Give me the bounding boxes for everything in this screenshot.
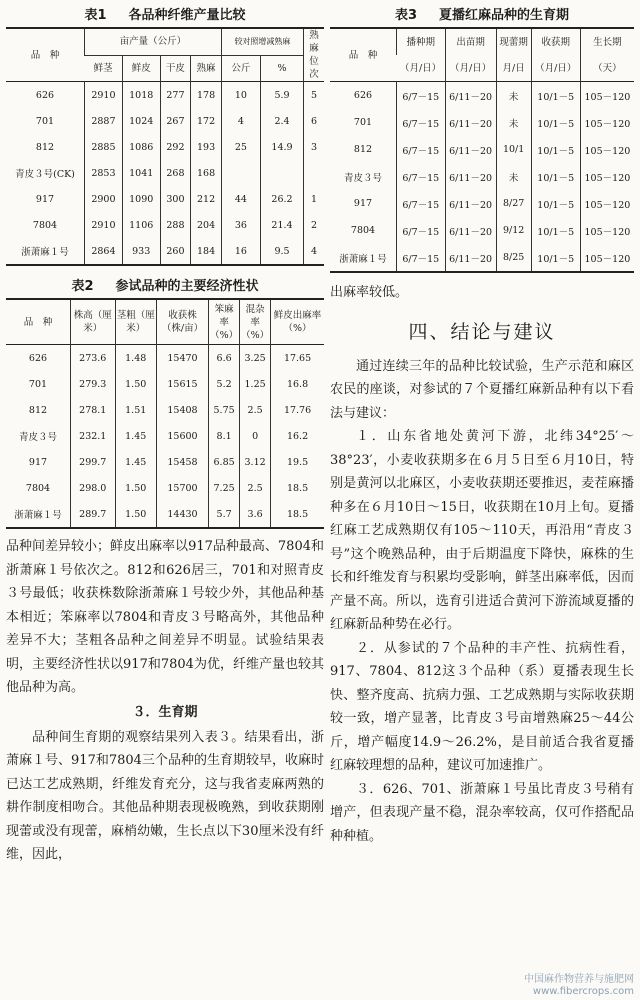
left-paragraph-2: 品种间生育期的观察结果列入表３。结果看出，浙萧麻１号、917和7804三个品种的生育期较早，收麻时已达工艺成熟期，纤维发育充分，这与我省麦麻两熟的耕作制度相吻合。其他品种期表现极晚熟，到收获期刚现蕾或没有现蕾，麻梢幼嫩，生长点以下30厘米没有纤维，因此， <box>6 729 324 862</box>
cell-rank: 5 <box>304 82 325 109</box>
cell-emerge: 6/11－20 <box>445 217 496 244</box>
table3-number: 表3 <box>394 8 418 23</box>
cell-height: 278.1 <box>71 397 116 423</box>
right-paragraph-intro: 通过连续三年的品种比较试验，生产示范和麻区农民的座谈，对参试的７个夏播红麻新品种有以下看法与建议： <box>330 358 634 421</box>
cell-ripe: 184 <box>191 238 222 265</box>
cell-emerge: 6/11－20 <box>445 244 496 272</box>
cell-kg: 10 <box>221 82 260 109</box>
cell-fresh: 1090 <box>122 186 160 212</box>
cell-bud: 8/27 <box>496 190 531 217</box>
cell-stem: 2853 <box>85 160 123 186</box>
cell-rank: 2 <box>304 212 325 238</box>
t3-unit-growth: （天） <box>580 55 634 81</box>
table1-title: 各品种纤维产量比较 <box>128 8 246 23</box>
table3-caption <box>330 5 634 27</box>
cell-stem: 2910 <box>85 212 123 238</box>
cell-variety: 812 <box>35 141 55 153</box>
cell-harvest: 10/1－5 <box>531 163 580 190</box>
cell-sow: 6/7－15 <box>397 136 446 163</box>
cell-variety: 浙萧麻１号 <box>14 510 62 521</box>
t2-header-variety: 品 种 <box>23 316 53 328</box>
cell-pct: 14.9 <box>261 134 304 160</box>
cell-bud: 9/12 <box>496 217 531 244</box>
t2-header-plants: 收获株（株/亩） <box>156 299 208 345</box>
table-row <box>330 190 634 217</box>
cell-rank <box>304 160 325 186</box>
cell-stem: 1.50 <box>115 475 156 501</box>
cell-plants: 15470 <box>156 345 208 372</box>
cell-height: 298.0 <box>71 475 116 501</box>
table-row <box>6 82 324 109</box>
table1-caption <box>6 5 324 27</box>
cell-pct: 5.9 <box>261 82 304 109</box>
cell-growth: 105－120 <box>580 190 634 217</box>
cell-variety: 917 <box>353 198 373 209</box>
cell-emerge: 6/11－20 <box>445 109 496 136</box>
cell-dry: 260 <box>160 238 191 265</box>
cell-harvest: 10/1－5 <box>531 109 580 136</box>
cell-pct: 9.5 <box>261 238 304 265</box>
cell-variety: 701 <box>353 117 373 128</box>
cell-dry: 300 <box>160 186 191 212</box>
t3-header-bud: 现蕾期 <box>496 28 531 55</box>
cell-ripe: 204 <box>191 212 222 238</box>
right-paragraph-1: １．山东省地处黄河下游，北纬34°25′～38°23′，小麦收获期多在６月５日至６月10日，特别是黄河以北麻区，小麦收获期还要推迟，麦茬麻播种多在６月10日～15日，收获期在10月上旬。夏播红麻工艺成熟期仅有105～110天，再沿用“青皮３号”这个晚熟品种，由于后期温度下降快，麻株的生长和纤维发育与积累均受影响，鲜茎出麻率低，因而产量不高。所以，选育引进适合黄河下游流域夏播的红麻新品种势在必行。 <box>330 429 634 632</box>
table-row <box>6 212 324 238</box>
cell-rank: 1 <box>304 186 325 212</box>
t1-header-kg: 公斤 <box>221 55 260 81</box>
cell-plants: 15615 <box>156 371 208 397</box>
table-row <box>6 371 324 397</box>
table-row <box>6 134 324 160</box>
table-row <box>6 160 324 186</box>
cell-variety: 青皮３号 <box>18 432 57 443</box>
table-row <box>6 397 324 423</box>
t2-header-fresh-rate: 鲜皮出麻率（%） <box>271 299 324 345</box>
cell-stem: 2887 <box>85 108 123 134</box>
cell-rank: 4 <box>304 238 325 265</box>
cell-harvest: 10/1－5 <box>531 190 580 217</box>
cell-growth: 105－120 <box>580 82 634 110</box>
cell-height: 273.6 <box>71 345 116 372</box>
cell-kg: 4 <box>221 108 260 134</box>
cell-sow: 6/7－15 <box>397 244 446 272</box>
cell-rank: 6 <box>304 108 325 134</box>
cell-kg: 44 <box>221 186 260 212</box>
cell-variety: 7804 <box>350 225 376 236</box>
cell-kg <box>221 160 260 186</box>
t1-header-dry-bark: 干皮 <box>160 55 191 81</box>
cell-growth: 105－120 <box>580 136 634 163</box>
table1 <box>6 27 324 266</box>
right-paragraph-2: ２．从参试的７个品种的丰产性、抗病性看，917、7804、812这３个品种（系）夏播表现生长快、整齐度高、抗病力强、工艺成熟期与实际收获期较一致，增产显著，比青皮３号亩增熟麻25～44公斤，增产幅度14.9～26.2%，是目前适合我省夏播红麻较理想的品种，建议可加速推广。 <box>330 640 634 773</box>
cell-bud: 未 <box>496 109 531 136</box>
cell-variety: 701 <box>28 378 48 390</box>
cell-variety: 701 <box>35 115 55 127</box>
cell-height: 279.3 <box>71 371 116 397</box>
left-paragraph-1: 品种间差异较小；鲜皮出麻率以917品种最高、7804和浙萧麻１号依次之。812和626居三，701和对照青皮３号最低；收获株数除浙萧麻１号较少外，其他品种基本相近；笨麻率以7804和青皮３号略高外，其他品种差异不大；茎粗各品种之间差异不明显。试验结果表明，主要经济性状以917和7804为优，纤维产量也较其他品种为高。 <box>6 539 324 695</box>
cell-sow: 6/7－15 <box>397 190 446 217</box>
table3 <box>330 27 634 273</box>
cell-growth: 105－120 <box>580 244 634 272</box>
t3-unit-emerge: （月/日） <box>445 55 496 81</box>
cell-stem: 1.50 <box>115 501 156 528</box>
cell-emerge: 6/11－20 <box>445 163 496 190</box>
cell-variety: 812 <box>28 404 48 416</box>
cell-ripe: 178 <box>191 82 222 109</box>
cell-stem: 1.45 <box>115 449 156 475</box>
cell-dry: 288 <box>160 212 191 238</box>
cell-short: 8.1 <box>209 423 240 449</box>
t1-header-variety: 品 种 <box>30 49 60 61</box>
cell-dry: 268 <box>160 160 191 186</box>
cell-fresh-rate: 16.2 <box>271 423 324 449</box>
t1-header-rank: 熟麻位次 <box>304 28 325 82</box>
cell-mixed: 3.25 <box>240 345 271 372</box>
t3-header-emerge: 出苗期 <box>445 28 496 55</box>
cell-fresh-rate: 18.5 <box>271 475 324 501</box>
cell-ripe: 212 <box>191 186 222 212</box>
cell-variety: 917 <box>28 456 48 468</box>
table-row <box>330 244 634 272</box>
cell-bud: 8/25 <box>496 244 531 272</box>
cell-variety: 917 <box>35 193 55 205</box>
cell-mixed: 1.25 <box>240 371 271 397</box>
cell-plants: 15600 <box>156 423 208 449</box>
cell-variety: 7804 <box>32 219 58 231</box>
cell-sow: 6/7－15 <box>397 163 446 190</box>
table2-number: 表2 <box>71 279 94 294</box>
table-row <box>330 136 634 163</box>
cell-stem: 1.48 <box>115 345 156 372</box>
cell-fresh: 1018 <box>122 82 160 109</box>
cell-mixed: 2.5 <box>240 475 271 501</box>
table-row <box>330 217 634 244</box>
t2-header-short: 笨麻率（%） <box>209 299 240 345</box>
cell-plants: 15408 <box>156 397 208 423</box>
cell-mixed: 3.12 <box>240 449 271 475</box>
t1-header-ripe-hemp: 熟麻 <box>191 55 222 81</box>
cell-bud: 未 <box>496 163 531 190</box>
cell-plants: 15458 <box>156 449 208 475</box>
cell-stem: 2910 <box>85 82 123 109</box>
table-row <box>6 108 324 134</box>
cell-short: 5.75 <box>209 397 240 423</box>
cell-mixed: 0 <box>240 423 271 449</box>
cell-mixed: 2.5 <box>240 397 271 423</box>
table-row <box>6 501 324 528</box>
table-row <box>6 345 324 372</box>
table1-number: 表1 <box>84 8 107 23</box>
cell-fresh: 1086 <box>122 134 160 160</box>
cell-ripe: 193 <box>191 134 222 160</box>
t3-header-growth: 生长期 <box>580 28 634 55</box>
cell-short: 5.2 <box>209 371 240 397</box>
cell-emerge: 6/11－20 <box>445 136 496 163</box>
t1-header-yield: 亩产量（公斤） <box>85 28 222 55</box>
watermark-url: www.fibercrops.com <box>532 986 634 997</box>
cell-kg: 16 <box>221 238 260 265</box>
cell-variety: 浙萧麻１号 <box>21 247 69 258</box>
cell-sow: 6/7－15 <box>397 82 446 110</box>
cell-fresh-rate: 16.8 <box>271 371 324 397</box>
cell-growth: 105－120 <box>580 217 634 244</box>
cell-sow: 6/7－15 <box>397 109 446 136</box>
table-row <box>330 82 634 110</box>
cell-variety: 浙萧麻１号 <box>339 253 387 265</box>
t3-header-harvest: 收获期 <box>531 28 580 55</box>
t2-header-height: 株高（厘米） <box>71 299 116 345</box>
cell-plants: 15700 <box>156 475 208 501</box>
cell-fresh: 933 <box>122 238 160 265</box>
table-row <box>6 186 324 212</box>
cell-stem: 2864 <box>85 238 123 265</box>
cell-variety: 7804 <box>25 482 51 494</box>
cell-stem: 1.51 <box>115 397 156 423</box>
cell-variety: 812 <box>353 144 373 155</box>
cell-pct: 2.4 <box>261 108 304 134</box>
cell-dry: 267 <box>160 108 191 134</box>
cell-variety: 626 <box>353 90 373 101</box>
left-column <box>6 0 324 867</box>
cell-ripe: 172 <box>191 108 222 134</box>
table2-caption <box>6 276 324 298</box>
cell-sow: 6/7－15 <box>397 217 446 244</box>
cell-variety: 626 <box>35 89 55 101</box>
table-row <box>6 238 324 265</box>
watermark-title: 中国麻作物营养与施肥网 <box>524 974 634 985</box>
cell-bud: 10/1 <box>496 136 531 163</box>
continued-text: 出麻率较低。 <box>330 285 409 300</box>
cell-short: 6.85 <box>209 449 240 475</box>
cell-stem: 1.50 <box>115 371 156 397</box>
table2-title: 参试品种的主要经济性状 <box>115 279 259 294</box>
cell-kg: 25 <box>221 134 260 160</box>
cell-emerge: 6/11－20 <box>445 82 496 110</box>
table2 <box>6 298 324 529</box>
table-row <box>6 449 324 475</box>
table-row <box>330 163 634 190</box>
cell-fresh-rate: 17.76 <box>271 397 324 423</box>
t3-unit-bud: 月/日 <box>496 55 531 81</box>
cell-plants: 14430 <box>156 501 208 528</box>
right-column <box>330 0 634 848</box>
t3-header-variety: 品 种 <box>348 49 378 61</box>
watermark <box>524 974 634 998</box>
cell-short: 6.6 <box>209 345 240 372</box>
cell-stem: 2885 <box>85 134 123 160</box>
t3-unit-harvest: （月/日） <box>531 55 580 81</box>
cell-height: 289.7 <box>71 501 116 528</box>
cell-variety: 青皮３号 <box>343 172 382 184</box>
cell-pct <box>261 160 304 186</box>
cell-stem: 1.45 <box>115 423 156 449</box>
cell-short: 7.25 <box>209 475 240 501</box>
t3-unit-sow: （月/日） <box>399 62 442 74</box>
cell-rank: 3 <box>304 134 325 160</box>
table-row <box>6 423 324 449</box>
cell-dry: 292 <box>160 134 191 160</box>
cell-bud: 未 <box>496 82 531 110</box>
t2-header-stem: 茎粗（厘米） <box>115 299 156 345</box>
t1-header-fresh-stem: 鲜茎 <box>93 62 113 74</box>
cell-growth: 105－120 <box>580 163 634 190</box>
t1-header-pct: % <box>261 55 304 81</box>
cell-variety: 青皮３号(CK) <box>15 169 75 180</box>
cell-kg: 36 <box>221 212 260 238</box>
t2-header-mixed: 混杂率（%） <box>240 299 271 345</box>
cell-variety: 626 <box>28 352 48 364</box>
cell-ripe: 168 <box>191 160 222 186</box>
cell-fresh: 1024 <box>122 108 160 134</box>
right-paragraph-3: ３．626、701、浙萧麻１号虽比青皮３号稍有增产，但表现产量不稳，混杂率较高，仅可作搭配品种种植。 <box>330 781 634 844</box>
section-heading: 四、结论与建议 <box>408 320 556 343</box>
cell-pct: 26.2 <box>261 186 304 212</box>
cell-fresh-rate: 17.65 <box>271 345 324 372</box>
cell-fresh-rate: 19.5 <box>271 449 324 475</box>
cell-mixed: 3.6 <box>240 501 271 528</box>
table-row <box>6 475 324 501</box>
cell-growth: 105－120 <box>580 109 634 136</box>
cell-pct: 21.4 <box>261 212 304 238</box>
t3-header-sow: 播种期 <box>397 28 446 55</box>
cell-fresh-rate: 18.5 <box>271 501 324 528</box>
table-row <box>330 109 634 136</box>
t1-header-compare: 较对照增减熟麻 <box>221 28 303 55</box>
t1-header-fresh-bark: 鲜皮 <box>122 55 160 81</box>
cell-height: 299.7 <box>71 449 116 475</box>
cell-short: 5.7 <box>209 501 240 528</box>
cell-fresh: 1041 <box>122 160 160 186</box>
cell-harvest: 10/1－5 <box>531 136 580 163</box>
cell-harvest: 10/1－5 <box>531 244 580 272</box>
cell-height: 232.1 <box>71 423 116 449</box>
cell-emerge: 6/11－20 <box>445 190 496 217</box>
cell-stem: 2900 <box>85 186 123 212</box>
cell-dry: 277 <box>160 82 191 109</box>
cell-harvest: 10/1－5 <box>531 82 580 110</box>
table3-title: 夏播红麻品种的生育期 <box>439 8 570 23</box>
subsection-heading: ３．生育期 <box>132 704 198 720</box>
cell-fresh: 1106 <box>122 212 160 238</box>
cell-harvest: 10/1－5 <box>531 217 580 244</box>
